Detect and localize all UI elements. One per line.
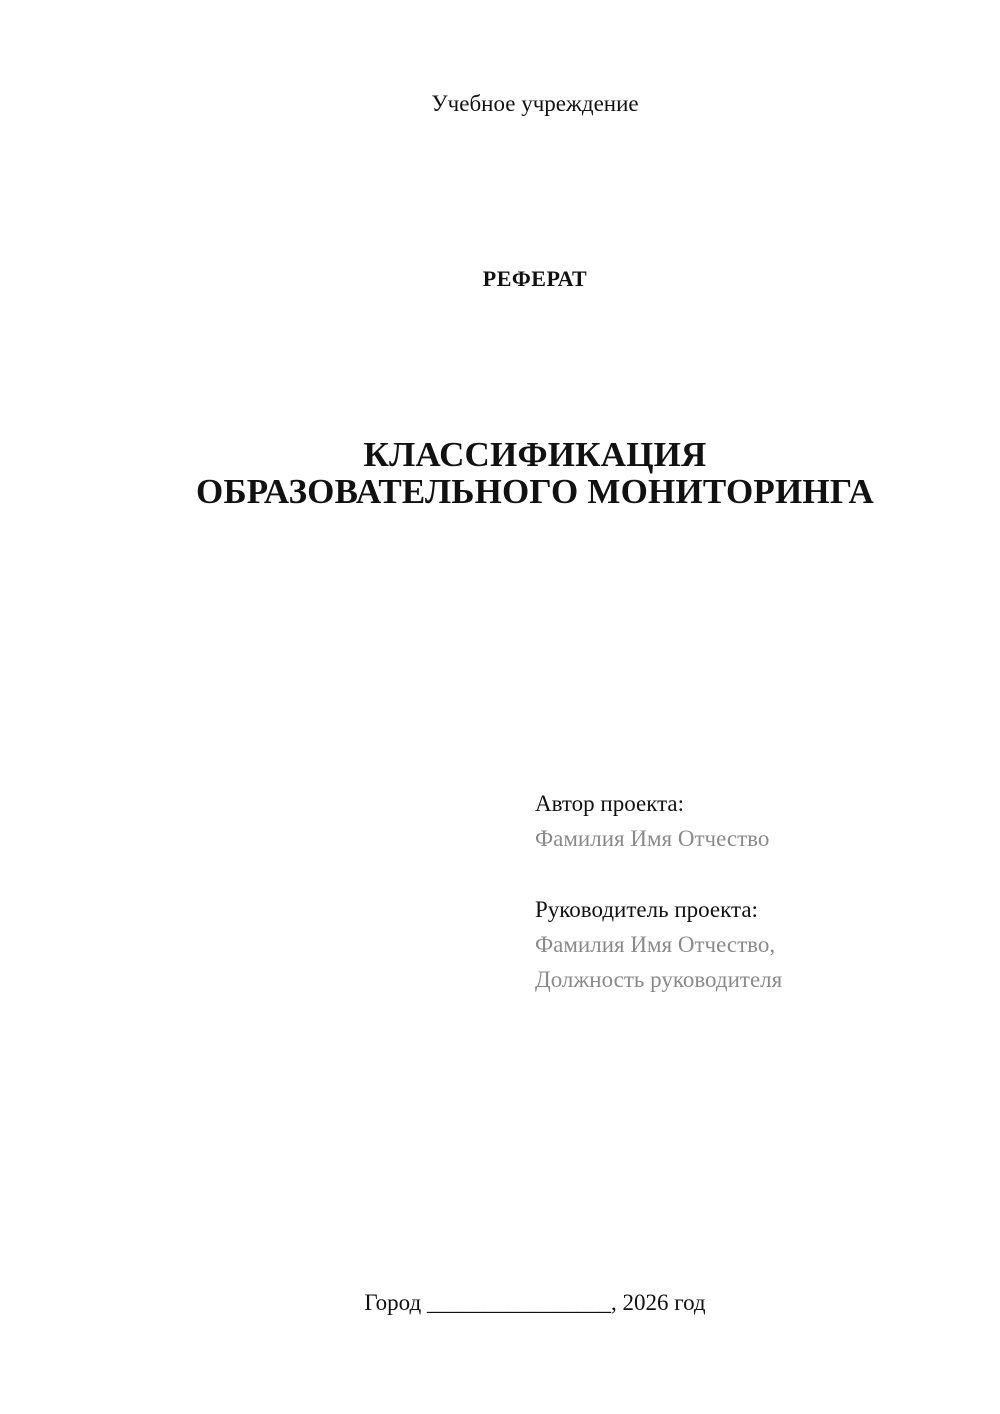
institution-name: Учебное учреждение (431, 91, 639, 116)
supervisor-label: Руководитель проекта: (535, 897, 758, 922)
supervisor-name: Фамилия Имя Отчество, (535, 932, 776, 957)
document-type: РЕФЕРАТ (482, 266, 588, 291)
author-name: Фамилия Имя Отчество (535, 826, 770, 851)
document-title (70, 436, 1000, 510)
author-label: Автор проекта: (535, 791, 684, 816)
document-title-line-1: КЛАССИФИКАЦИЯ (363, 435, 707, 474)
city-year-line: Город ________________, 2026 год (364, 1290, 706, 1315)
authorship-spacer (535, 856, 782, 892)
supervisor-position: Должность руководителя (535, 967, 783, 992)
document-title-line-2: ОБРАЗОВАТЕЛЬНОГО МОНИТОРИНГА (196, 472, 874, 511)
authorship-block (535, 786, 782, 997)
